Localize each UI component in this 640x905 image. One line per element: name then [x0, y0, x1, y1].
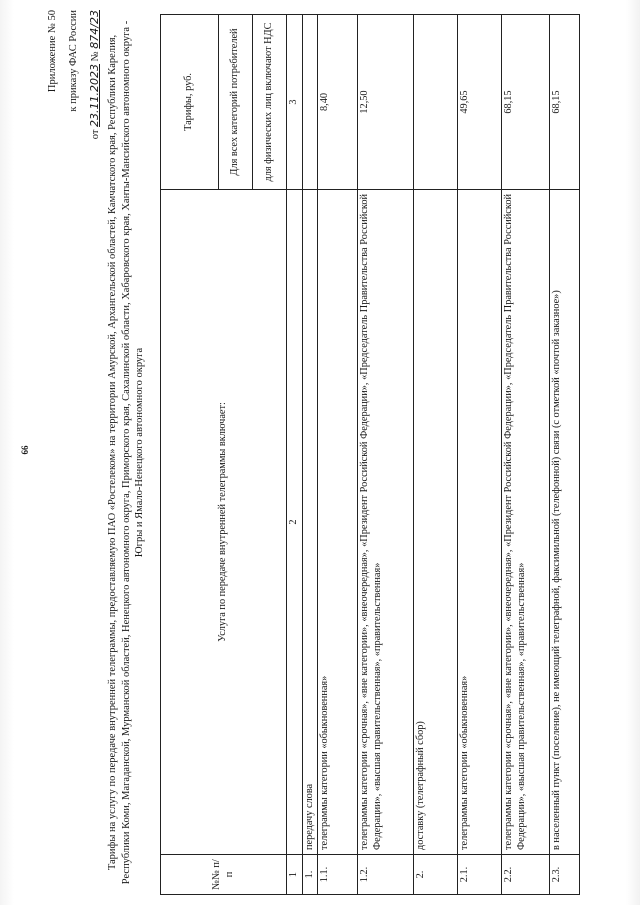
row-tariff — [302, 15, 318, 190]
appendix-title: Приложение № 50 — [47, 10, 58, 93]
row-service: передачу слова — [302, 190, 318, 855]
row-tariff: 68,15 — [502, 15, 550, 190]
row-tariff: 49,65 — [458, 15, 502, 190]
header-num: №№ п/п — [161, 855, 287, 895]
row-service: телеграммы категории «срочная», «вне категории», «внеочередная», «Президент Российской Федерации», «Председатель Правительства Российской Федерации», «высшая правительственная», «правительственная» — [502, 190, 550, 855]
table-row — [414, 15, 458, 895]
header-all-consumers: Для всех категорий потребителей — [219, 15, 253, 190]
document-title: Тарифы на услугу по передаче внутренней телеграммы, предоставляемую ПАО «Ростелеком» на территории Амурской, Архангельской областей, Камчатского края, Республики Карелия, Республики Коми, Магаданской, Мурманской областей, Ненецкого автономного округа, Приморского края, Сахалинской области, Хабаровского края, Ханты-Мансийского автономного округа - Югры и Ямало-Ненецкого автономного округа — [107, 20, 146, 885]
row-num: 2.2. — [502, 855, 550, 895]
table-row — [318, 15, 358, 895]
appendix-date-number — [84, 10, 106, 180]
row-tariff — [414, 15, 458, 190]
row-service: в населенный пункт (поселение), не имеющий телеграфной, факсимильной (телефонной) связи (с отметкой «почтой заказное») — [550, 190, 580, 855]
row-num: 1. — [302, 855, 318, 895]
row-tariff: 8,40 — [318, 15, 358, 190]
col-number-2: 2 — [287, 190, 303, 855]
row-num: 2.1. — [458, 855, 502, 895]
number-label: № — [90, 51, 101, 62]
col-number-1: 1 — [287, 855, 303, 895]
table-row — [358, 15, 414, 895]
from-label: от — [90, 129, 101, 140]
page-number: 66 — [20, 445, 30, 455]
row-num: 2.3. — [550, 855, 580, 895]
table-row — [550, 15, 580, 895]
header-service: Услуга по передаче внутренней телеграммы включает: — [161, 190, 287, 855]
appendix-order: к приказу ФАС России — [68, 10, 79, 112]
row-num: 1.2. — [358, 855, 414, 895]
row-service: доставку (телеграфный сбор) — [414, 190, 458, 855]
table-row — [302, 15, 318, 895]
row-tariff: 68,15 — [550, 15, 580, 190]
row-service: телеграммы категории «срочная», «вне категории», «внеочередная», «Президент Российской Федерации», «Председатель Правительства Российской Федерации», «высшая правительственная», «правительственная» — [358, 190, 414, 855]
col-number-3: 3 — [287, 15, 303, 190]
row-service: телеграммы категории «обыкновенная» — [318, 190, 358, 855]
row-service: телеграммы категории «обыкновенная» — [458, 190, 502, 855]
table-row — [458, 15, 502, 895]
table-row — [502, 15, 550, 895]
handwritten-number: 874/23 — [88, 10, 101, 49]
row-num: 1.1. — [318, 855, 358, 895]
header-individuals-vat: для физических лиц включают НДС — [253, 15, 287, 190]
handwritten-date: 23.11.2023 — [88, 63, 101, 127]
row-tariff: 12,50 — [358, 15, 414, 190]
row-num: 2. — [414, 855, 458, 895]
header-tariffs: Тарифы, руб. — [161, 15, 219, 190]
appendix-block — [42, 10, 106, 180]
tariffs-table — [160, 14, 580, 895]
